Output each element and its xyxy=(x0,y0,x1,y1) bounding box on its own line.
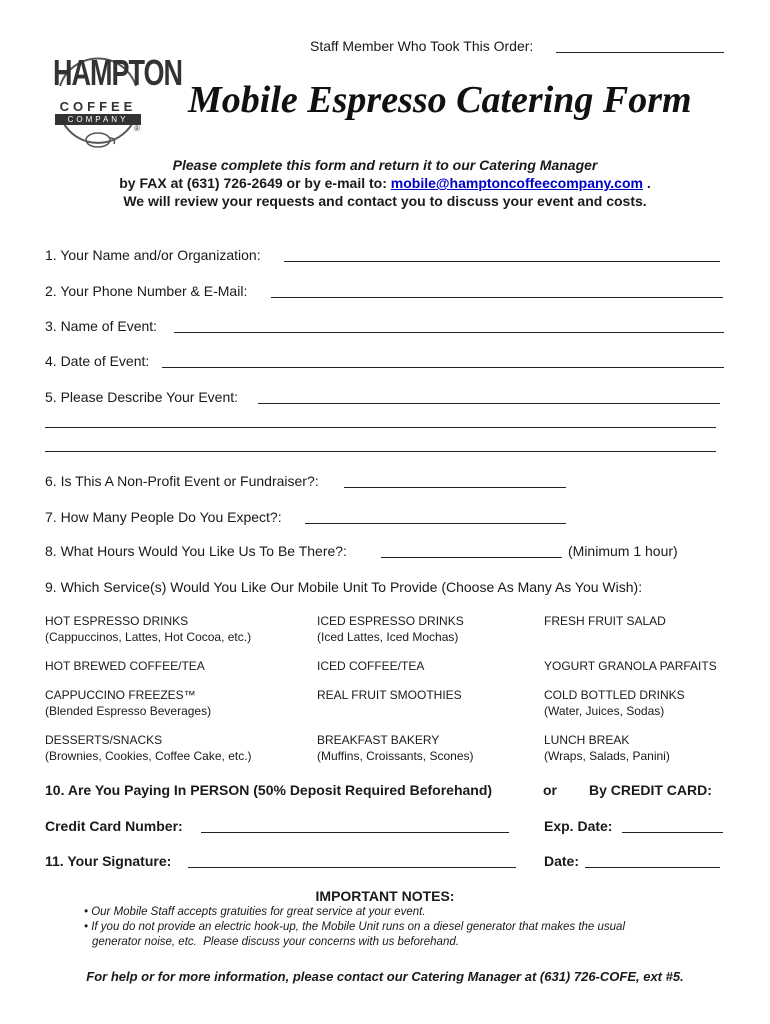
question-9-label: 9. Which Service(s) Would You Like Our Mobile Unit To Provide (Choose As Many As You Wish): xyxy=(45,579,643,595)
signature-field[interactable] xyxy=(188,867,516,868)
hours-field[interactable] xyxy=(381,557,562,558)
service-cold-drinks[interactable]: COLD BOTTLED DRINKS xyxy=(544,688,685,702)
service-iced-espresso[interactable]: ICED ESPRESSO DRINKS xyxy=(317,614,464,628)
exp-date-label: Exp. Date: xyxy=(544,818,613,834)
question-4-label: 4. Date of Event: xyxy=(45,353,150,369)
question-1-label: 1. Your Name and/or Organization: xyxy=(45,247,261,263)
question-3-label: 3. Name of Event: xyxy=(45,318,158,334)
service-hot-coffee-tea[interactable]: HOT BREWED COFFEE/TEA xyxy=(45,659,205,673)
service-desserts-desc: (Brownies, Cookies, Coffee Cake, etc.) xyxy=(45,749,252,763)
important-notes-heading: IMPORTANT NOTES: xyxy=(315,888,455,904)
service-cappuccino-freezes[interactable]: CAPPUCCINO FREEZES™ xyxy=(45,688,196,702)
service-hot-espresso-desc: (Cappuccinos, Lattes, Hot Cocoa, etc.) xyxy=(45,630,252,644)
question-11-label: 11. Your Signature: xyxy=(45,853,172,869)
service-yogurt-parfaits[interactable]: YOGURT GRANOLA PARFAITS xyxy=(544,659,717,673)
date-field[interactable] xyxy=(585,867,720,868)
exp-date-field[interactable] xyxy=(622,832,723,833)
service-breakfast[interactable]: BREAKFAST BAKERY xyxy=(317,733,440,747)
question-7-label: 7. How Many People Do You Expect?: xyxy=(45,509,282,525)
event-date-field[interactable] xyxy=(162,367,724,368)
question-6-label: 6. Is This A Non-Profit Event or Fundraiser?: xyxy=(45,473,319,489)
payment-or: or xyxy=(543,782,557,798)
service-breakfast-desc: (Muffins, Croissants, Scones) xyxy=(317,749,474,763)
credit-card-option[interactable]: By CREDIT CARD: xyxy=(589,782,712,798)
event-description-line-2[interactable] xyxy=(45,427,716,428)
page-title: Mobile Espresso Catering Form xyxy=(188,79,692,121)
note-generator-cont: generator noise, etc. Please discuss your concerns with us beforehand. xyxy=(92,936,459,948)
event-description-field[interactable] xyxy=(258,403,720,404)
people-count-field[interactable] xyxy=(305,523,566,524)
credit-card-number-field[interactable] xyxy=(201,832,509,833)
service-lunch-desc: (Wraps, Salads, Panini) xyxy=(544,749,670,763)
staff-member-field[interactable] xyxy=(556,52,724,53)
staff-member-label: Staff Member Who Took This Order: xyxy=(310,38,534,54)
service-iced-espresso-desc: (Iced Lattes, Iced Mochas) xyxy=(317,630,459,644)
service-cold-drinks-desc: (Water, Juices, Sodas) xyxy=(544,704,665,718)
service-cappuccino-freezes-desc: (Blended Espresso Beverages) xyxy=(45,704,212,718)
instructions-fax: by FAX at (631) 726-2649 or by e-mail to: xyxy=(119,175,391,191)
question-8-label: 8. What Hours Would You Like Us To Be There?: xyxy=(45,543,347,559)
event-name-field[interactable] xyxy=(174,332,724,333)
instructions-line1: Please complete this form and return it to our Catering Manager xyxy=(172,157,598,173)
service-desserts[interactable]: DESSERTS/SNACKS xyxy=(45,733,163,747)
phone-email-field[interactable] xyxy=(271,297,723,298)
logo-coffee: COFFEE xyxy=(59,99,137,114)
email-link[interactable]: mobile@hamptoncoffeecompany.com xyxy=(390,175,643,191)
instructions-period: . xyxy=(642,175,651,191)
company-logo xyxy=(50,36,183,156)
event-description-line-3[interactable] xyxy=(45,451,716,452)
credit-card-number-label: Credit Card Number: xyxy=(45,818,183,834)
note-gratuities: • Our Mobile Staff accepts gratuities for great service at your event. xyxy=(84,906,426,918)
service-smoothies[interactable]: REAL FRUIT SMOOTHIES xyxy=(317,688,462,702)
service-lunch[interactable]: LUNCH BREAK xyxy=(544,733,630,747)
instructions-line3: We will review your requests and contact you to discuss your event and costs. xyxy=(123,193,647,209)
service-hot-espresso[interactable]: HOT ESPRESSO DRINKS xyxy=(45,614,189,628)
date-label: Date: xyxy=(544,853,580,869)
question-5-label: 5. Please Describe Your Event: xyxy=(45,389,239,405)
question-10-label: 10. Are You Paying In PERSON (50% Deposit Required Beforehand) xyxy=(45,782,493,798)
minimum-hour-note: (Minimum 1 hour) xyxy=(568,543,678,559)
footer-contact: For help or for more information, please contact our Catering Manager at (631) 726-COFE, ext #5. xyxy=(86,969,684,984)
logo-company: COMPANY xyxy=(55,114,141,125)
nonprofit-field[interactable] xyxy=(344,487,566,488)
logo-registered: ® xyxy=(134,124,140,133)
note-generator: • If you do not provide an electric hook-up, the Mobile Unit runs on a diesel generator that makes the usual xyxy=(84,921,626,933)
logo-hampton: HAMPTON xyxy=(53,52,183,94)
instructions-line2 xyxy=(0,175,770,191)
service-fruit-salad[interactable]: FRESH FRUIT SALAD xyxy=(544,614,666,628)
name-organization-field[interactable] xyxy=(284,261,720,262)
question-2-label: 2. Your Phone Number & E-Mail: xyxy=(45,283,248,299)
service-iced-coffee-tea[interactable]: ICED COFFEE/TEA xyxy=(317,659,425,673)
